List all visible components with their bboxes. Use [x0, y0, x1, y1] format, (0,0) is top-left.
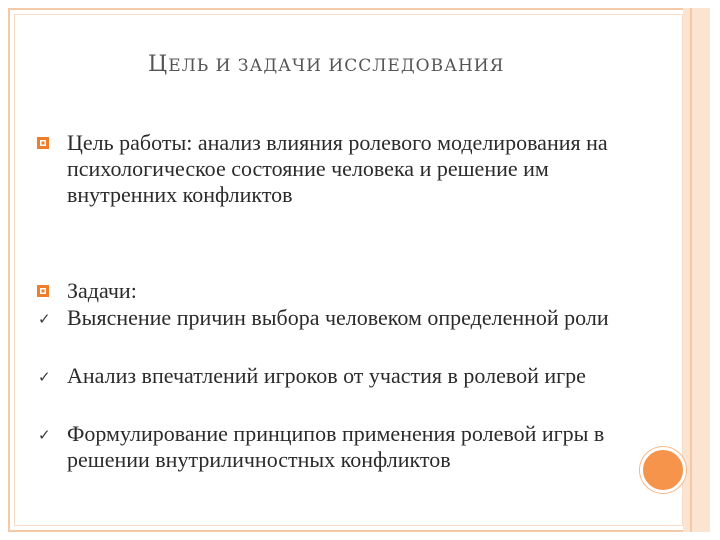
- checkmark-icon: ✓: [38, 426, 51, 444]
- title-initial: Ц: [148, 52, 169, 77]
- task-text: Формулирование принципов применения ролевой игры в решении внутриличностных конфликтов: [67, 421, 605, 472]
- title-rest: ЕЛЬ И ЗАДАЧИ ИССЛЕДОВАНИЯ: [168, 56, 505, 76]
- goal-text: Цель работы: анализ влияния ролевого моделирования на психологическое состояние человека и решение им внутренних конфликтов: [67, 130, 608, 207]
- square-bullet-icon: [37, 285, 49, 297]
- task-text: Анализ впечатлений игроков от участия в ролевой игре: [67, 363, 586, 388]
- slide-title: [148, 52, 588, 77]
- checkmark-icon: ✓: [38, 310, 51, 328]
- checkmark-icon: ✓: [38, 368, 51, 386]
- slide-side-line: [690, 8, 692, 532]
- slide-side-bar: [683, 8, 710, 532]
- square-bullet-icon: [37, 137, 49, 149]
- tasks-heading: Задачи:: [67, 278, 137, 303]
- accent-circle-decoration: [640, 447, 686, 493]
- task-text: Выяснение причин выбора человеком определенной роли: [67, 305, 609, 330]
